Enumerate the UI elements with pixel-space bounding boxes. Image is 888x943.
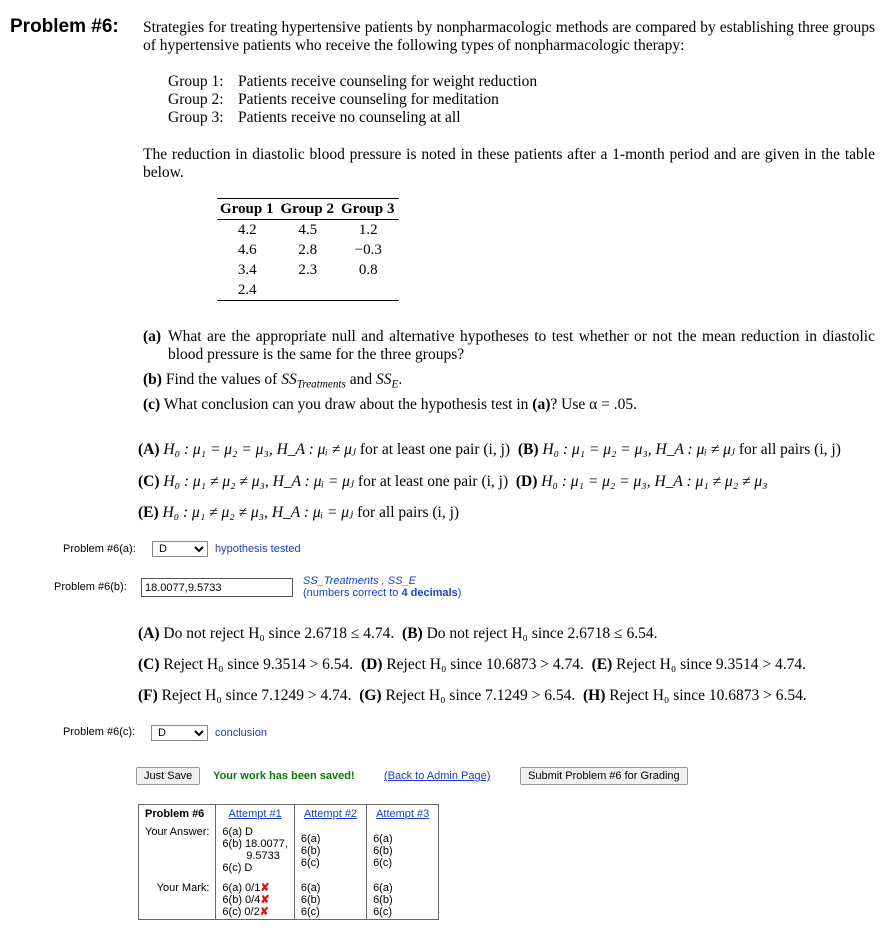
- conclusion-select[interactable]: [151, 725, 208, 741]
- question-a: [143, 328, 875, 364]
- answer-line: 6(c): [300, 857, 320, 869]
- option-text: Reject H₀ since 9.3514 > 4.74.: [616, 656, 806, 673]
- option-text: Reject H₀ since 10.6873 > 6.54.: [609, 687, 807, 704]
- option-ha: H_A : μᵢ ≠ μⱼ: [655, 441, 735, 458]
- mark-line: 6(c): [300, 906, 320, 918]
- submit-grading-button[interactable]: Submit Problem #6 for Grading: [520, 767, 688, 785]
- question-label: (b): [143, 371, 162, 388]
- option-text: Reject H₀ since 7.1249 > 4.74.: [161, 687, 352, 704]
- conclusion-options-row3: [138, 687, 807, 705]
- math-ss: SS: [376, 371, 392, 388]
- saved-message: Your work has been saved!: [213, 770, 355, 782]
- table-cell: −0.3: [354, 241, 382, 258]
- attempts-title: Problem #6: [145, 808, 205, 820]
- option-ha: H_A : μᵢ = μⱼ: [271, 504, 354, 521]
- hypothesis-options-row2: [138, 473, 768, 491]
- option-h0: H₀ : μ₁ ≠ μ₂ ≠ μ₃,: [163, 473, 269, 490]
- mark-line: 6(c): [373, 906, 393, 918]
- problem-title: Problem #6:: [10, 16, 119, 37]
- mark-line: 6(a): [300, 882, 321, 894]
- table-cell: 2.8: [298, 241, 318, 258]
- mark-line: 6(b): [300, 894, 321, 906]
- conclusion-options-row2: [138, 656, 806, 674]
- column-header: Group 1: [217, 199, 278, 220]
- option-text: Do not reject H₀ since 2.6718 ≤ 6.54.: [426, 625, 658, 642]
- group-item: [168, 91, 537, 109]
- table-cell: 4.2: [237, 221, 257, 238]
- table-cell: [278, 280, 339, 301]
- reduction-text: The reduction in diastolic blood pressure is noted in these patients after a 1-month period and are given in the table below.: [143, 146, 875, 181]
- answer-line: 6(a): [373, 833, 393, 845]
- hint-text: ): [457, 587, 462, 599]
- attempt1-marks: [216, 881, 294, 920]
- wrong-icon: ✘: [260, 882, 270, 894]
- math-ss: SS: [281, 371, 297, 388]
- question-c: [143, 396, 637, 414]
- answer-row: [139, 824, 439, 881]
- attempt-header[interactable]: [216, 805, 294, 825]
- question-b: [143, 371, 402, 393]
- hypothesis-select[interactable]: [152, 541, 208, 557]
- group-item: [168, 109, 537, 127]
- ss-values-input[interactable]: [141, 578, 293, 597]
- group-text: Patients receive no counseling at all: [238, 109, 461, 126]
- column-header: Group 3: [338, 199, 399, 220]
- attempt3-answer: [367, 824, 439, 881]
- table-cell: 4.6: [237, 241, 257, 258]
- option-label: (H): [583, 687, 606, 704]
- column-header: Group 2: [278, 199, 339, 220]
- answer-line: 6(c): [373, 857, 393, 869]
- option-label: (B): [402, 625, 423, 642]
- answer-line: 9.5733: [246, 850, 280, 862]
- back-to-admin-link[interactable]: (Back to Admin Page): [384, 770, 491, 782]
- row-label: Your Answer:: [145, 826, 210, 838]
- group-text: Patients receive counseling for weight reduction: [238, 73, 538, 90]
- hint-formula: SS_Treatments , SS_E: [303, 575, 416, 587]
- option-label: (B): [517, 441, 539, 458]
- attempt-link[interactable]: Attempt #3: [376, 808, 430, 820]
- answer-line: 6(b) 18.0077,: [222, 838, 288, 850]
- math-subscript: Treatments: [296, 378, 346, 391]
- table-cell: 4.5: [298, 221, 318, 238]
- mark-line: 6(a) 0/1: [222, 882, 261, 894]
- attempt-link[interactable]: Attempt #2: [303, 808, 358, 820]
- answer-line: 6(b): [300, 845, 321, 857]
- table-cell: 0.8: [358, 261, 378, 278]
- mark-line: 6(b) 0/4: [222, 894, 261, 906]
- option-label: (C): [138, 656, 160, 673]
- answer-a-label: Problem #6(a):: [63, 543, 136, 555]
- table-row: [217, 220, 399, 241]
- answer-line: 6(a) D: [222, 826, 253, 838]
- option-label: (G): [359, 687, 382, 704]
- option-ha: H_A : μᵢ ≠ μⱼ: [276, 441, 356, 458]
- option-text: Reject H₀ since 10.6873 > 4.74.: [386, 656, 584, 673]
- just-save-button[interactable]: Just Save: [136, 767, 200, 785]
- option-h0: H₀ : μ₁ = μ₂ = μ₃,: [163, 441, 273, 458]
- option-text: for all pairs (i, j): [738, 441, 841, 458]
- attempt3-marks: [367, 881, 439, 920]
- problem-statement: Strategies for treating hypertensive patients by nonpharmacologic methods are compared by establishing three groups of hypertensive patients who receive the following types of nonpharmacologic therapy:: [143, 19, 875, 54]
- question-text: ? Use α = .05.: [550, 396, 637, 413]
- table-cell: 2.4: [237, 281, 257, 298]
- hint-text: (numbers correct to: [303, 587, 399, 599]
- mark-line: 6(c) 0/2: [222, 906, 260, 918]
- group-item: [168, 73, 537, 91]
- math-subscript: E: [391, 378, 399, 391]
- option-h0: H₀ : μ₁ = μ₂ = μ₃,: [542, 441, 652, 458]
- option-label: (E): [591, 656, 613, 673]
- mark-row: [139, 881, 439, 920]
- option-h0: H₀ : μ₁ = μ₂ = μ₃,: [541, 473, 651, 490]
- data-table: [217, 198, 399, 301]
- question-label: (a): [143, 328, 162, 345]
- hint-bold: 4 decimals: [401, 587, 458, 599]
- question-text: What conclusion can you draw about the hypothesis test in: [163, 396, 529, 413]
- row-label: Your Mark:: [156, 882, 210, 894]
- attempt-link[interactable]: Attempt #1: [228, 808, 282, 820]
- attempt-header[interactable]: [294, 805, 366, 825]
- attempt2-answer: [294, 824, 366, 881]
- answer-b-label: Problem #6(b):: [54, 581, 127, 593]
- group-label: Group 2:: [168, 91, 224, 108]
- question-text: What are the appropriate null and alternative hypotheses to test whether or not the mean reduction in diastolic blood pressure is the same for the three groups?: [168, 328, 875, 363]
- table-row: [217, 260, 399, 280]
- answer-b-hint: [303, 575, 461, 599]
- group-text: Patients receive counseling for meditation: [238, 91, 499, 108]
- attempt1-answer: [216, 824, 294, 881]
- group-label: Group 3:: [168, 109, 224, 126]
- mark-line: 6(a): [373, 882, 393, 894]
- answer-line: 6(a): [300, 833, 321, 845]
- answer-c-hint: conclusion: [215, 727, 267, 739]
- hypothesis-options-row1: [138, 441, 841, 459]
- attempt-header[interactable]: [367, 805, 439, 825]
- option-ha: H_A : μᵢ = μⱼ: [272, 473, 355, 490]
- conclusion-options-row1: [138, 625, 657, 643]
- group-list: [168, 73, 537, 127]
- option-text: Do not reject H₀ since 2.6718 ≤ 4.74.: [163, 625, 395, 642]
- option-label: (C): [138, 473, 160, 490]
- option-text: Reject H₀ since 7.1249 > 6.54.: [385, 687, 576, 704]
- table-cell: 3.4: [237, 261, 257, 278]
- option-h0: H₀ : μ₁ ≠ μ₂ ≠ μ₃,: [162, 504, 268, 521]
- question-text: Find the values of: [165, 371, 278, 388]
- attempt2-marks: [294, 881, 366, 920]
- option-text: for at least one pair (i, j): [357, 473, 509, 490]
- answer-line: 6(b): [373, 845, 393, 857]
- table-row: [217, 280, 399, 301]
- group-label: Group 1:: [168, 73, 224, 90]
- answer-a-hint: hypothesis tested: [215, 543, 301, 555]
- answer-line: 6(c) D: [222, 862, 253, 874]
- answer-c-label: Problem #6(c):: [63, 726, 136, 738]
- option-text: for all pairs (i, j): [357, 504, 460, 521]
- question-ref: (a): [532, 396, 551, 413]
- option-label: (E): [138, 504, 159, 521]
- option-ha: H_A : μ₁ ≠ μ₂ ≠ μ₃: [654, 473, 768, 490]
- hypothesis-options-row3: [138, 504, 459, 522]
- table-row: [217, 240, 399, 260]
- option-label: (A): [138, 625, 160, 642]
- mark-line: 6(b): [373, 894, 393, 906]
- table-cell: 1.2: [358, 221, 378, 238]
- option-label: (F): [138, 687, 158, 704]
- option-text: for at least one pair (i, j): [359, 441, 511, 458]
- attempts-table: [138, 804, 439, 920]
- question-label: (c): [143, 396, 161, 413]
- table-cell: [338, 280, 399, 301]
- option-label: (A): [138, 441, 160, 458]
- option-label: (D): [515, 473, 538, 490]
- option-label: (D): [360, 656, 383, 673]
- question-text: .: [398, 371, 403, 388]
- option-text: Reject H₀ since 9.3514 > 6.54.: [163, 656, 354, 673]
- question-text: and: [349, 371, 373, 388]
- wrong-icon: ✘: [259, 906, 269, 918]
- table-cell: 2.3: [298, 261, 318, 278]
- wrong-icon: ✘: [260, 894, 270, 906]
